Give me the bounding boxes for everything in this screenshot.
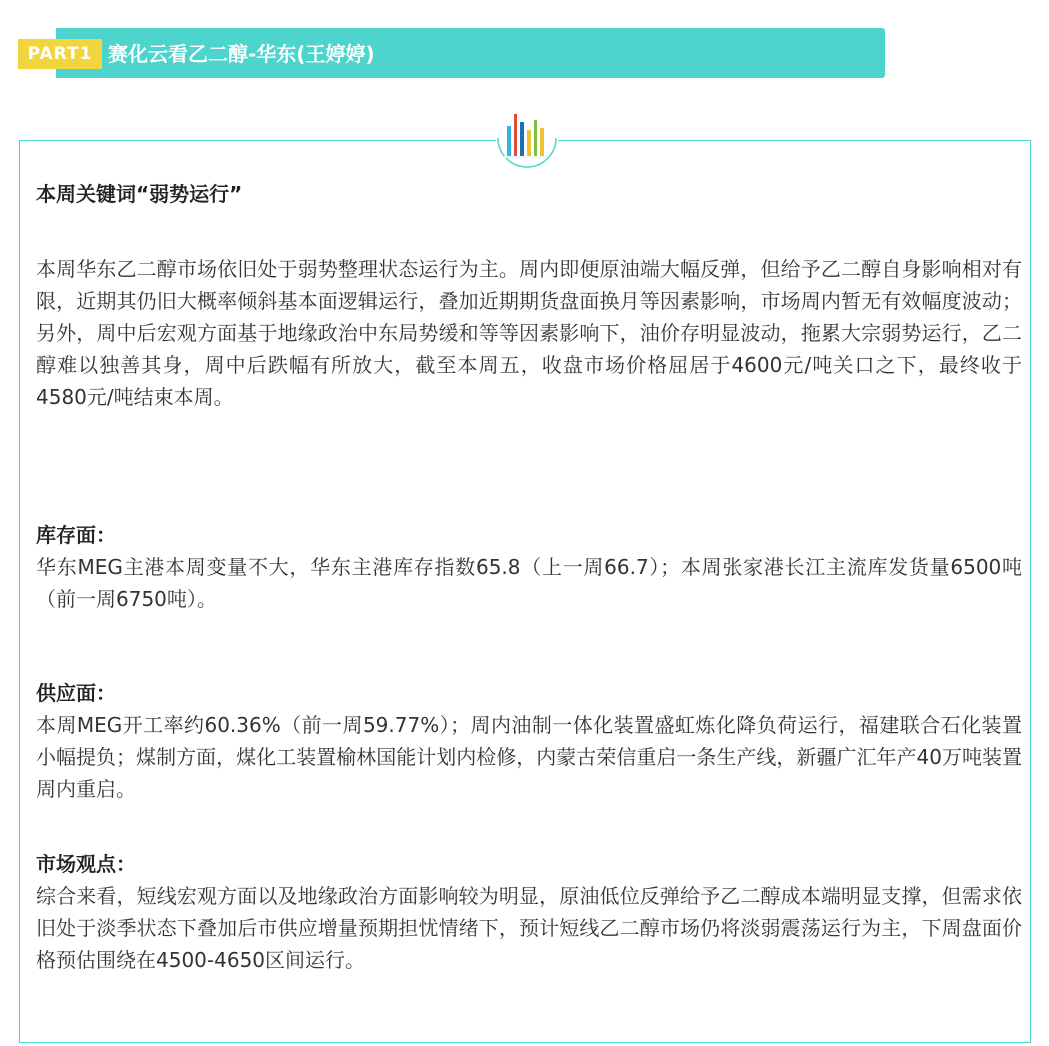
part-label-badge: PART1 [18, 39, 102, 69]
keyword-body: 本周华东乙二醇市场依旧处于弱势整理状态运行为主。周内即便原油端大幅反弹，但给予乙二醇自身影响相对有限，近期其仍旧大概率倾斜基本面逻辑运行，叠加近期期货盘面换月等因素影响，市场周内暂无有效幅度波动；另外，周中后宏观方面基于地缘政治中东局势缓和等等因素影响下，油价存明显波动，拖累大宗弱势运行，乙二醇难以独善其身，周中后跌幅有所放大，截至本周五，收盘市场价格屈居于4600元/吨关口之下，最终收于4580元/吨结束本周。 [36, 257, 1022, 409]
section-supply [36, 677, 1022, 805]
keyword-heading: 本周关键词“弱势运行” [36, 182, 243, 206]
section-keyword [36, 178, 1022, 210]
inventory-heading: 库存面： [36, 523, 116, 547]
outlook-heading: 市场观点： [36, 852, 136, 876]
section-outlook [36, 848, 1022, 976]
page-title: 赛化云看乙二醇-华东(王婷婷) [108, 42, 375, 66]
supply-heading: 供应面： [36, 681, 116, 705]
bar-chart-logo-icon [496, 108, 558, 170]
inventory-body: 华东MEG主港本周变量不大，华东主港库存指数65.8（上一周66.7）；本周张家港长江主流库发货量6500吨（前一周6750吨）。 [36, 555, 1022, 611]
outlook-body: 综合来看，短线宏观方面以及地缘政治方面影响较为明显，原油低位反弹给予乙二醇成本端明显支撑，但需求依旧处于淡季状态下叠加后市供应增量预期担忧情绪下，预计短线乙二醇市场仍将淡弱震荡运行为主，下周盘面价格预估围绕在4500-4650区间运行。 [36, 884, 1022, 972]
section-inventory [36, 519, 1022, 615]
supply-body: 本周MEG开工率约60.36%（前一周59.77%）；周内油制一体化装置盛虹炼化降负荷运行，福建联合石化装置小幅提负；煤制方面，煤化工装置榆林国能计划内检修，内蒙古荣信重启一条生产线，新疆广汇年产40万吨装置周内重启。 [36, 713, 1022, 801]
